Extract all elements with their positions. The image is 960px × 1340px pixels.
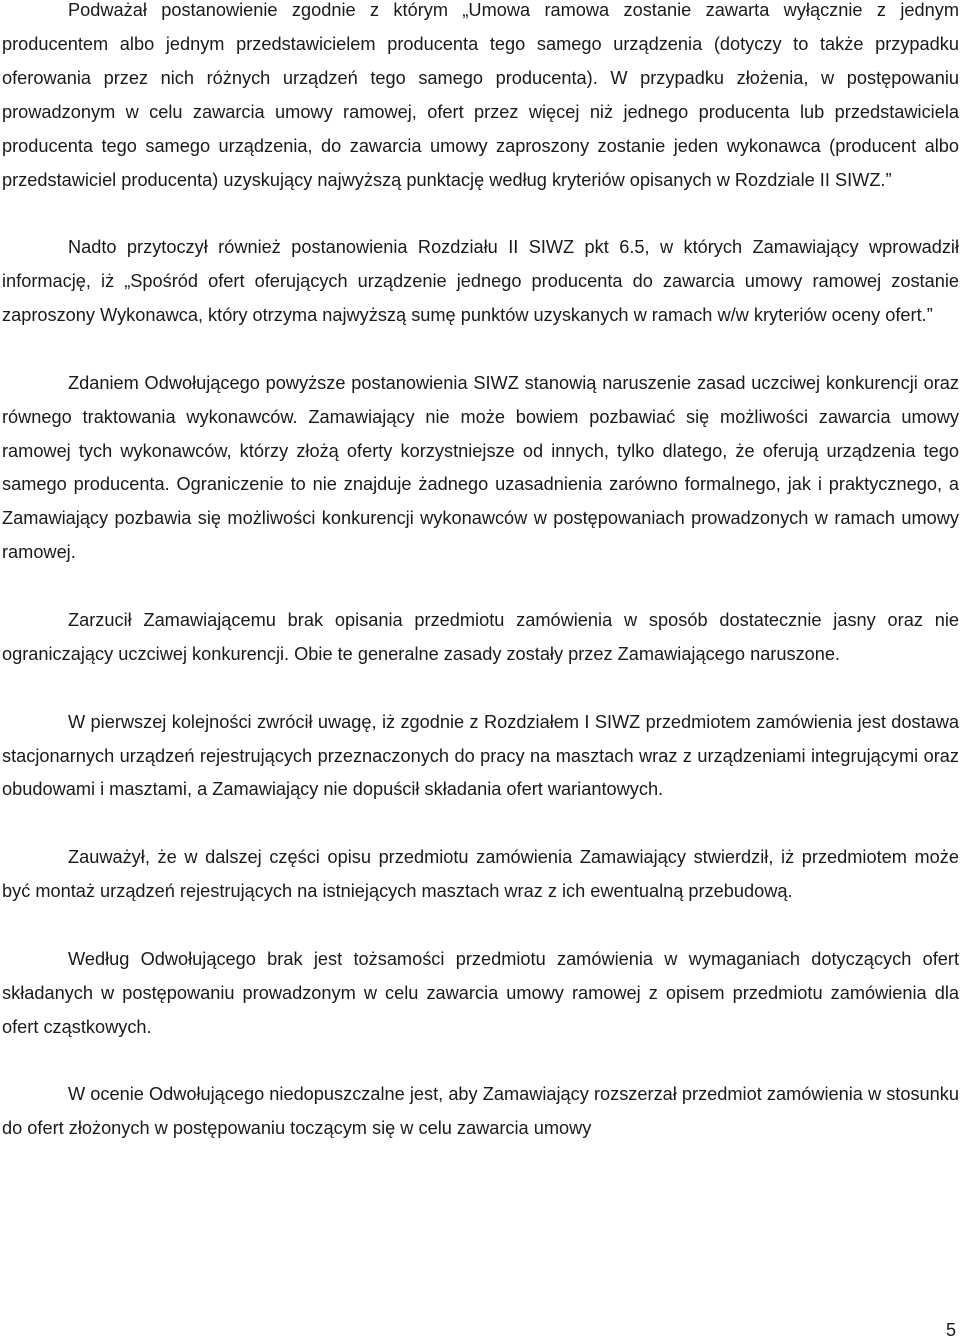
paragraph: Nadto przytoczył również postanowienia Rozdziału II SIWZ pkt 6.5, w których Zamawiający wprowadził informację, iż „Spośród ofert oferujących urządzenie jednego producenta do zawarcia umowy ramowej zostanie zaproszony Wykonawca, który otrzyma najwyższą sumę punktów uzyskanych w ramach w/w kryteriów oceny ofert.” — [2, 237, 959, 326]
paragraph-gap — [2, 197, 959, 231]
page-number: 5 — [945, 1320, 956, 1340]
paragraph-gap — [2, 1044, 959, 1078]
paragraph: Zdaniem Odwołującego powyższe postanowienia SIWZ stanowią naruszenie zasad uczciwej konkurencji oraz równego traktowania wykonawców. Zamawiający nie może bowiem pozbawiać się możliwości zawarcia umowy ramowej tych wykonawców, którzy złożą oferty korzystniejsze od innych, tylko dlatego, że oferują urządzenia tego samego producenta. Ograniczenie to nie znajduje żadnego uzasadnienia zarówno formalnego, jak i praktycznego, a Zamawiający pozbawia się możliwości konkurencji wykonawców w postępowaniach prowadzonych w ramach umowy ramowej. — [2, 372, 959, 563]
paragraph: Zauważył, że w dalszej części opisu przedmiotu zamówienia Zamawiający stwierdził, iż przedmiotem może być montaż urządzeń rejestrujących na istniejących masztach wraz z ich ewentualną przebudową. — [2, 847, 959, 902]
paragraph-gap — [2, 672, 959, 706]
paragraph: Podważał postanowienie zgodnie z którym „Umowa ramowa zostanie zawarta wyłącznie z jednym producentem albo jednym przedstawicielem producenta tego samego urządzenia (dotyczy to także przypadku oferowania przez nich różnych urządzeń tego samego producenta). W przypadku złożenia, w postępowaniu prowadzonym w celu zawarcia umowy ramowej, ofert przez więcej niż jednego producenta lub przedstawiciela producenta tego samego urządzenia, do zawarcia umowy zaproszony zostanie jeden wykonawca (producent albo przedstawiciel producenta) uzyskujący najwyższą punktację według kryteriów opisanych w Rozdziale II SIWZ.” — [2, 0, 959, 190]
paragraph-gap — [2, 909, 959, 943]
document-body — [2, 0, 959, 1146]
paragraph: W pierwszej kolejności zwrócił uwagę, iż zgodnie z Rozdziałem I SIWZ przedmiotem zamówienia jest dostawa stacjonarnych urządzeń rejestrujących przeznaczonych do pracy na masztach wraz z urządzeniami integrującymi oraz obudowami i masztami, a Zamawiający nie dopuścił składania ofert wariantowych. — [2, 711, 959, 800]
paragraph-gap — [2, 333, 959, 367]
paragraph-gap — [2, 570, 959, 604]
paragraph: Według Odwołującego brak jest tożsamości przedmiotu zamówienia w wymaganiach dotyczących ofert składanych w postępowaniu prowadzonym w celu zawarcia umowy ramowej z opisem przedmiotu zamówienia dla ofert cząstkowych. — [2, 948, 959, 1037]
paragraph: Zarzucił Zamawiającemu brak opisania przedmiotu zamówienia w sposób dostatecznie jasny oraz nie ograniczający uczciwej konkurencji. Obie te generalne zasady zostały przez Zamawiającego naruszone. — [2, 609, 959, 664]
paragraph-gap — [2, 807, 959, 841]
paragraph: W ocenie Odwołującego niedopuszczalne jest, aby Zamawiający rozszerzał przedmiot zamówienia w stosunku do ofert złożonych w postępowaniu toczącym się w celu zawarcia umowy — [2, 1084, 959, 1139]
